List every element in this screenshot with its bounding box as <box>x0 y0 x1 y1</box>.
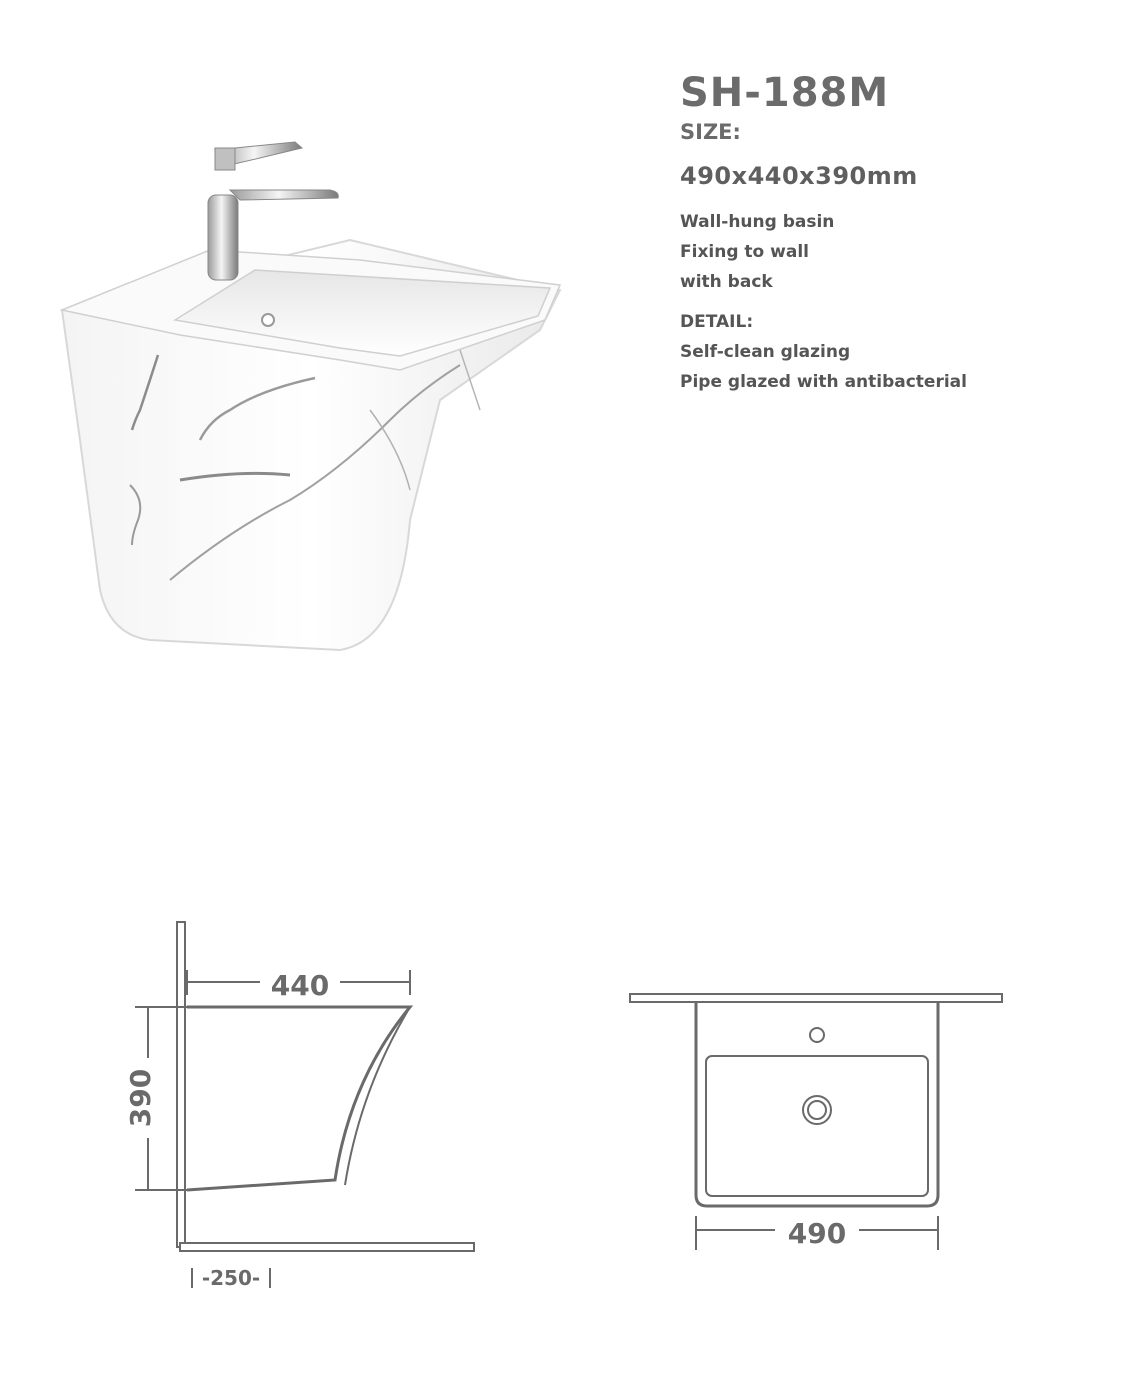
description-line: with back <box>680 272 773 292</box>
size-value: 490x440x390mm <box>680 162 918 190</box>
product-photo <box>40 120 600 680</box>
detail-line: Self-clean glazing <box>680 342 851 362</box>
top-width-label: 490 <box>787 1217 847 1250</box>
side-height-label: 390 <box>124 1068 157 1128</box>
side-offset-label: -250- <box>201 1266 261 1290</box>
side-depth-label: 440 <box>270 969 330 1002</box>
detail-block <box>680 312 1120 392</box>
description-line: Wall-hung basin <box>680 212 835 232</box>
top-view-drawing <box>620 980 1020 1260</box>
description-line: Fixing to wall <box>680 242 809 262</box>
model-number: SH-188M <box>680 70 890 116</box>
detail-line: Pipe glazed with antibacterial <box>680 372 967 392</box>
side-view-drawing <box>120 910 500 1300</box>
size-label: SIZE: <box>680 120 741 144</box>
specs-panel <box>680 70 1120 402</box>
detail-label: DETAIL: <box>680 312 754 332</box>
